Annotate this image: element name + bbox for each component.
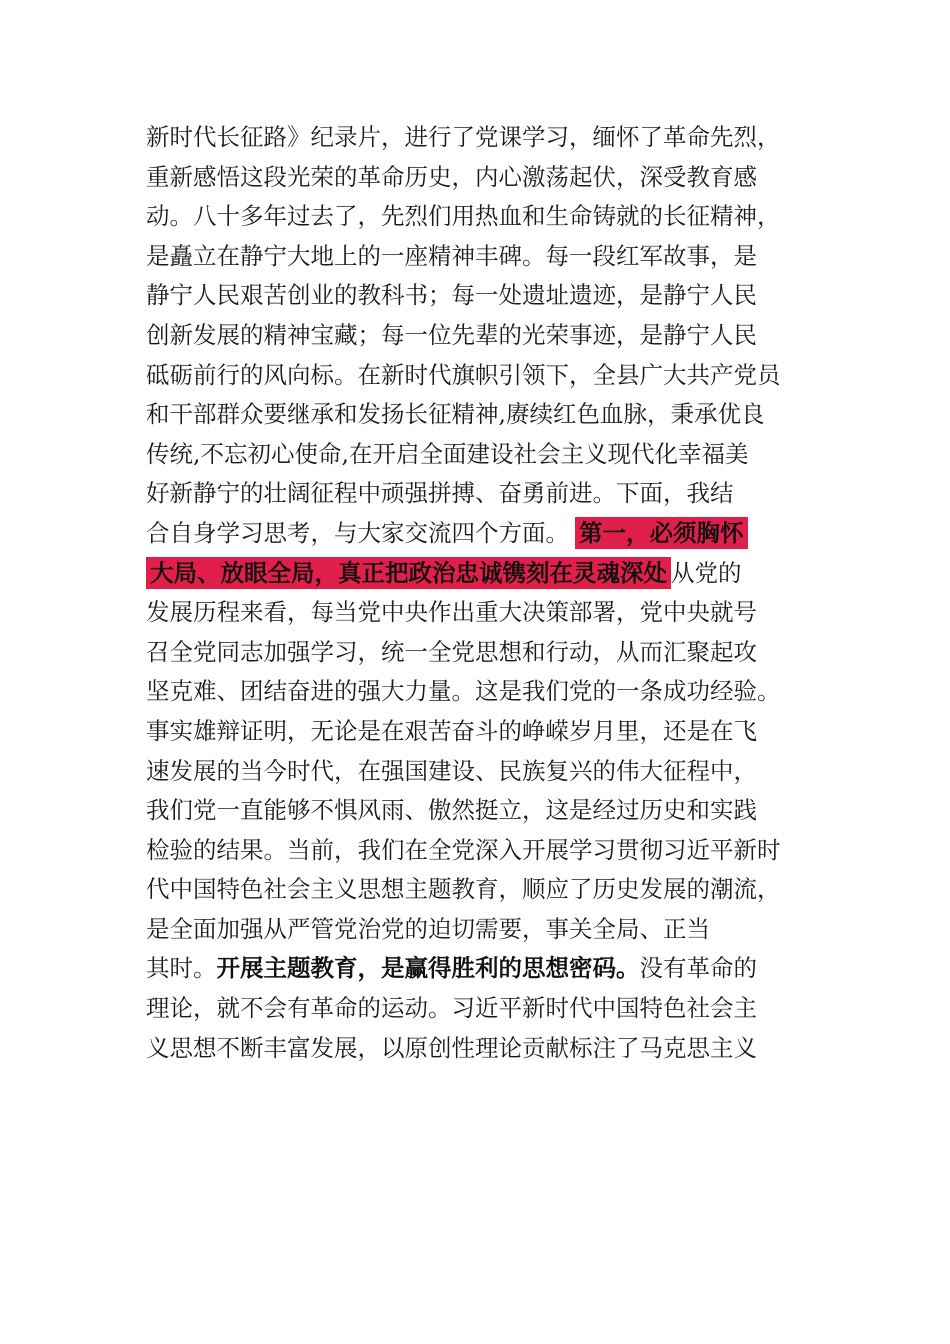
highlighted-heading: 第一，必须胸怀 [575, 517, 748, 549]
text-line: 事实雄辩证明，无论是在艰苦奋斗的峥嵘岁月里，还是在飞 [146, 716, 757, 745]
text-line: 动。八十多年过去了，先烈们用热血和生命铸就的长征精神， [146, 202, 781, 231]
highlighted-heading: 大局、放眼全局，真正把政治忠诚镌刻在灵魂深处 [146, 557, 671, 589]
text-line: 是矗立在静宁大地上的一座精神丰碑。每一段红军故事，是 [146, 241, 757, 270]
text-line: 新时代长征路》纪录片，进行了党课学习，缅怀了革命先烈， [146, 123, 781, 151]
body-text [146, 118, 816, 1068]
text-line: 召全党同志加强学习，统一全党思想和行动，从而汇聚起攻 [146, 637, 757, 666]
text-line: 是全面加强从严管党治党的迫切需要，事关全局、正当 [146, 914, 710, 943]
text-line: 静宁人民艰苦创业的教科书；每一处遗址遗迹，是静宁人民 [146, 281, 757, 310]
bold-heading: 开展主题教育，是赢得胜利的思想密码。 [216, 954, 640, 983]
text-line: 检验的结果。当前，我们在全党深入开展学习贯彻习近平新时 [146, 835, 781, 864]
text-segment: 其时。 [146, 954, 217, 983]
text-line: 代中国特色社会主义思想主题教育，顺应了历史发展的潮流， [146, 875, 781, 904]
text-line: 发展历程来看，每当党中央作出重大决策部署，党中央就号 [146, 598, 757, 627]
text-line: 速发展的当今时代，在强国建设、民族复兴的伟大征程中， [146, 756, 757, 785]
text-line: 坚克难、团结奋进的强大力量。这是我们党的一条成功经验。 [146, 677, 781, 706]
text-line [146, 949, 816, 989]
text-line [146, 554, 816, 594]
text-line: 好新静宁的壮阔征程中顽强拼搏、奋勇前进。下面，我结 [146, 479, 734, 508]
text-line: 创新发展的精神宝藏；每一位先辈的光荣事迹，是静宁人民 [146, 320, 757, 349]
text-line: 我们党一直能够不惧风雨、傲然挺立，这是经过历史和实践 [146, 796, 757, 825]
text-line [146, 514, 816, 554]
text-line: 重新感悟这段光荣的革命历史，内心激荡起伏，深受教育感 [146, 162, 757, 191]
text-line: 砥砺前行的风向标。在新时代旗帜引领下，全县广大共产党员 [146, 360, 781, 389]
text-segment: 合自身学习思考，与大家交流四个方面。 [146, 518, 569, 547]
text-line: 传统,不忘初心使命,在开启全面建设社会主义现代化幸福美 [146, 439, 749, 468]
text-segment: 没有革命的 [639, 954, 757, 983]
text-line: 和干部群众要继承和发扬长征精神,赓续红色血脉，秉承优良 [146, 400, 765, 429]
text-line: 理论，就不会有革命的运动。习近平新时代中国特色社会主 [146, 994, 757, 1023]
text-segment: 从党的 [671, 558, 742, 587]
text-line: 义思想不断丰富发展，以原创性理论贡献标注了马克思主义 [146, 1033, 757, 1062]
